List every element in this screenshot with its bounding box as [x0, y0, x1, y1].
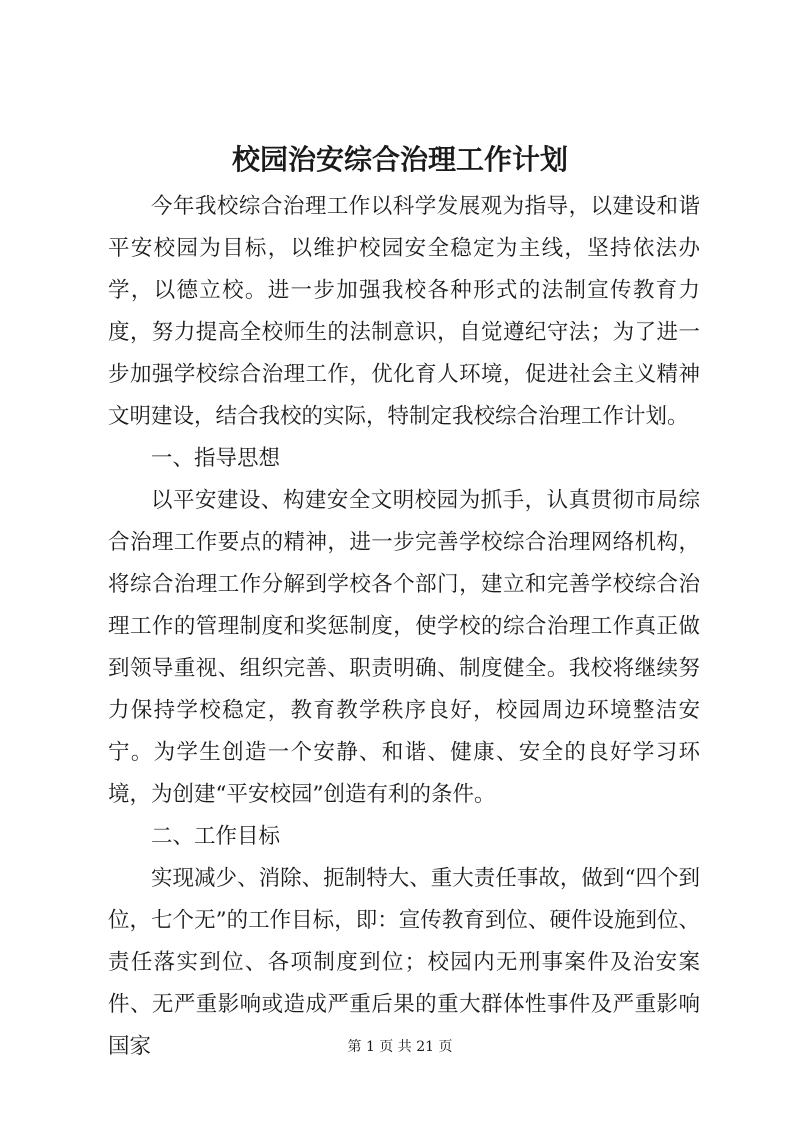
- section-heading-work-goals: 二、工作目标: [151, 824, 281, 849]
- page-number-footer: 第 1 页 共 21 页: [347, 1039, 453, 1055]
- intro-paragraph: 今年我校综合治理工作以科学发展观为指导，以建设和谐平安校园为目标，以维护校园安全稳定为主线，坚持依法办学，以德立校。进一步加强我校各种形式的法制宣传教育力度，努力提高全校师生的法制意识，自觉遵纪守法；为了进一步加强学校综合治理工作，优化育人环境，促进社会主义精神文明建设，结合我校的实际，特制定我校综合治理工作计划。: [108, 194, 700, 429]
- work-goals-paragraph: 实现减少、消除、扼制特大、重大责任事故，做到“四个到位，七个无”的工作目标，即：宣传教育到位、硬件设施到位、责任落实到位、各项制度到位；校园内无刑事案件及治安案件、无严重影响或造成严重后果的重大群体性事件及严重影响国家: [108, 866, 700, 1059]
- document-body: [108, 186, 700, 1068]
- guiding-ideology-paragraph: 以平安建设、构建安全文明校园为抓手，认真贯彻市局综合治理工作要点的精神，进一步完善学校综合治理网络机构，将综合治理工作分解到学校各个部门，建立和完善学校综合治理工作的管理制度和奖惩制度，使学校的综合治理工作真正做到领导重视、组织完善、职责明确、制度健全。我校将继续努力保持学校稳定，教育教学秩序良好，校园周边环境整洁安宁。为学生创造一个安静、和谐、健康、安全的良好学习环境，为创建“平安校园”创造有利的条件。: [108, 488, 700, 807]
- document-title: 校园治安综合治理工作计划: [231, 143, 568, 176]
- section-heading-guiding-ideology: 一、指导思想: [151, 446, 281, 471]
